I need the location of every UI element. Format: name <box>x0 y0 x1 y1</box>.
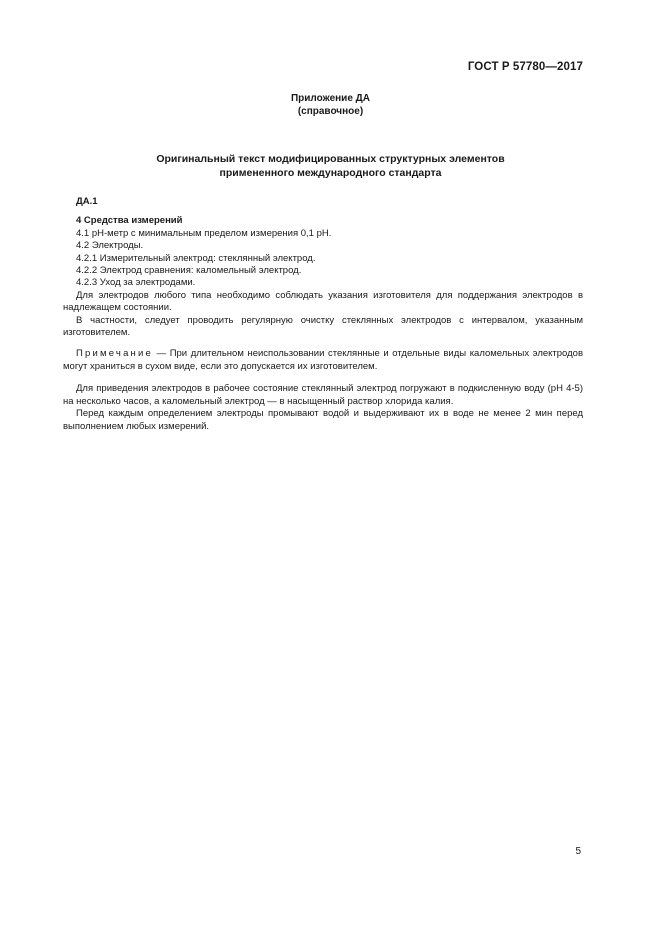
list-item: 4.2.3 Уход за электродами. <box>76 277 196 289</box>
appendix-subtitle: (справочное) <box>297 106 364 117</box>
list-item: 4.2.2 Электрод сравнения: каломельный электрод. <box>76 265 302 277</box>
note-label: Примечание <box>76 348 153 360</box>
document-code: ГОСТ Р 57780—2017 <box>467 61 583 73</box>
body-paragraph: В частности, следует проводить регулярную очистку стеклянных электродов с интервалом, указанным изготовителем. <box>63 314 583 339</box>
main-title-line-1: Оригинальный текст модифицированных структурных элементов <box>156 153 505 165</box>
body-paragraph: Для приведения электродов в рабочее состояние стеклянный электрод погружают в подкисленную воду (pH 4-5) на несколько часов, а каломельный электрод — в насыщенный раствор хлорида калия. <box>63 383 583 407</box>
page-number: 5 <box>575 846 581 857</box>
list-item: 4.1 pH-метр с минимальным пределом измерения 0,1 pH. <box>76 227 332 239</box>
body-paragraph: Для электродов любого типа необходимо соблюдать указания изготовителя для поддержания электродов в надлежащем состоянии. <box>63 289 583 314</box>
note-text: — При длительном неиспользовании стеклянные и отдельные виды каломельных электродов могут храниться в сухом виде, если это допускается их изготовителем. <box>63 348 583 372</box>
list-item: 4.2 Электроды. <box>76 240 144 252</box>
body-paragraph: Перед каждым определением электроды промывают водой и выдерживают их в воде не менее 2 мин перед выполнением любых измерений. <box>63 408 583 432</box>
list-item: 4.2.1 Измерительный электрод: стеклянный электрод. <box>76 252 316 264</box>
section-heading: 4 Средства измерений <box>76 215 183 227</box>
section-id: ДА.1 <box>76 196 98 207</box>
main-title-line-2: примененного международного стандарта <box>219 167 442 179</box>
appendix-heading <box>0 92 661 118</box>
note-paragraph <box>63 348 583 373</box>
document-body <box>63 196 583 433</box>
main-title <box>0 152 661 180</box>
appendix-title: Приложение ДА <box>290 93 371 104</box>
